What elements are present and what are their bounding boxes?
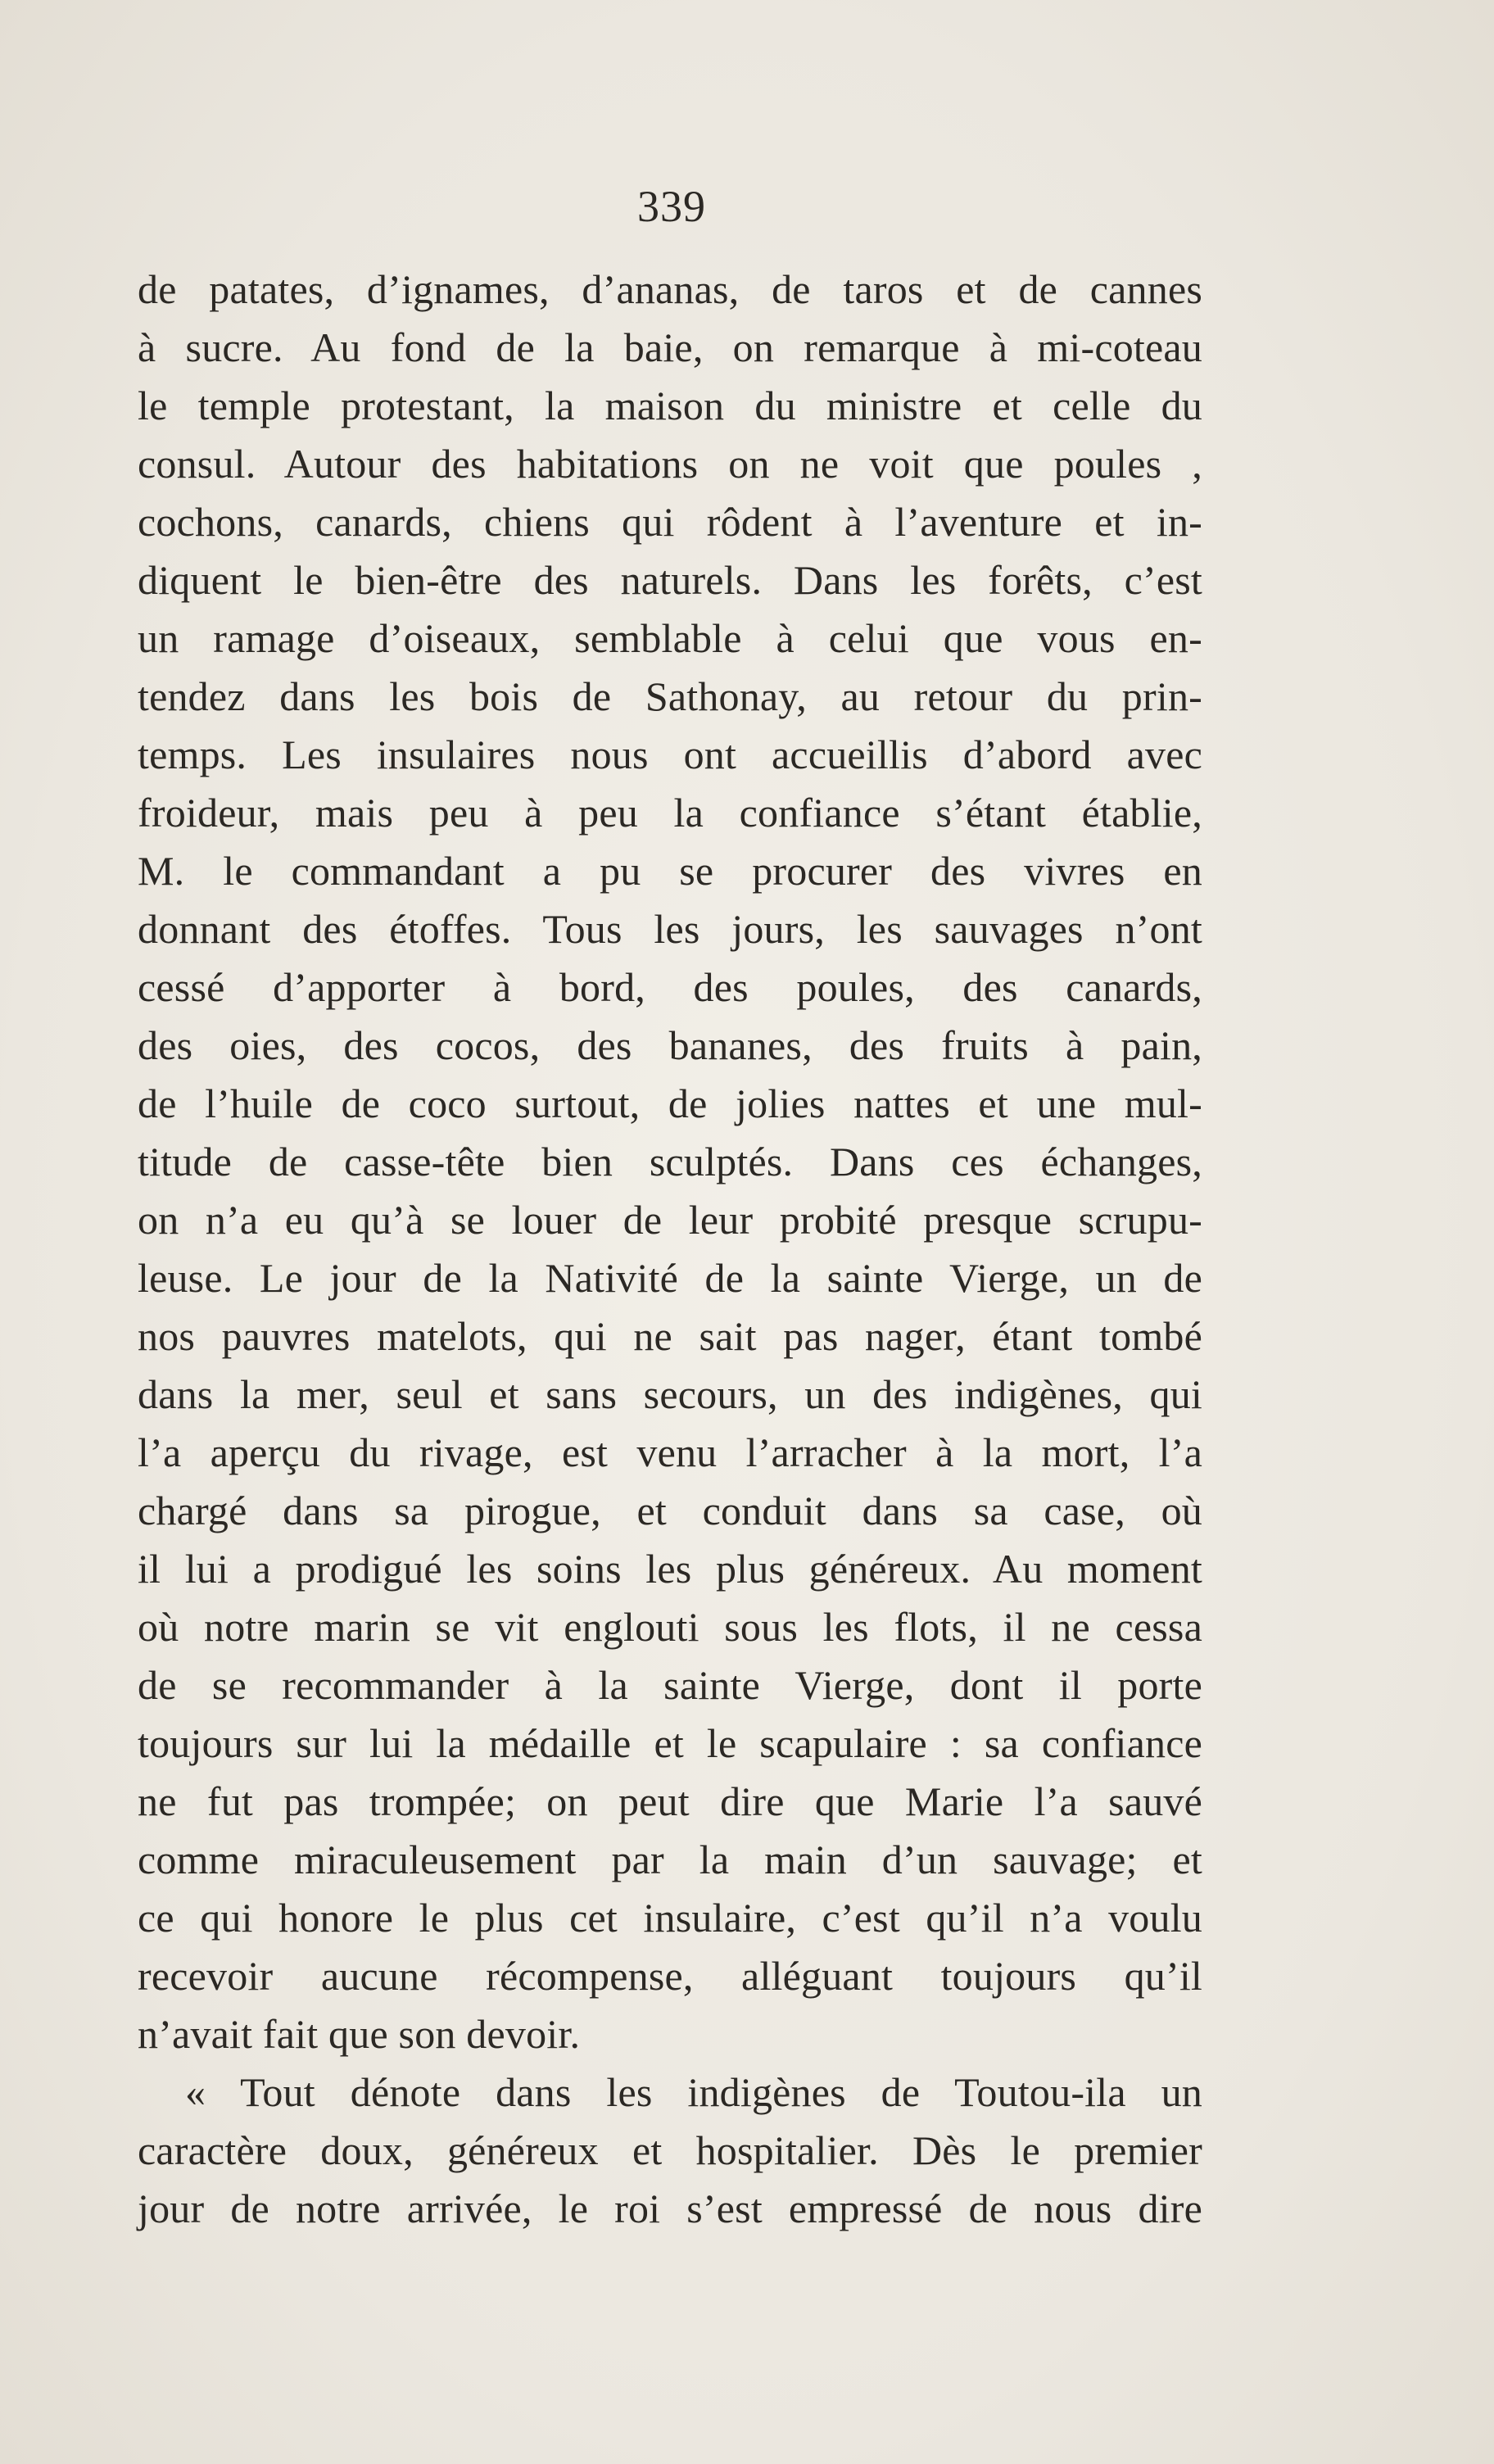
text-line: consul. Autour des habitations on ne voit que poules , xyxy=(138,441,1202,487)
paragraph-start-line: « Tout dénote dans les indigènes de Toutou-ila un xyxy=(185,2069,1202,2115)
text-line: froideur, mais peu à peu la confiance s’étant établie, xyxy=(138,790,1202,836)
text-line: dans la mer, seul et sans secours, un des indigènes, qui xyxy=(138,1371,1202,1417)
text-line: l’a aperçu du rivage, est venu l’arracher à la mort, l’a xyxy=(138,1429,1202,1475)
text-line: recevoir aucune récompense, alléguant toujours qu’il xyxy=(138,1953,1202,1999)
text-line: jour de notre arrivée, le roi s’est empressé de nous dire xyxy=(138,2185,1202,2231)
text-line: M. le commandant a pu se procurer des vivres en xyxy=(138,848,1202,894)
text-line: de se recommander à la sainte Vierge, dont il porte xyxy=(138,1662,1202,1708)
text-line: il lui a prodigué les soins les plus généreux. Au moment xyxy=(138,1546,1202,1592)
text-line: temps. Les insulaires nous ont accueillis d’abord avec xyxy=(138,732,1202,777)
text-line: caractère doux, généreux et hospitalier. Dès le premier xyxy=(138,2127,1202,2173)
text-line: titude de casse-tête bien sculptés. Dans ces échanges, xyxy=(138,1139,1202,1184)
text-line: des oies, des cocos, des bananes, des fruits à pain, xyxy=(138,1022,1202,1068)
text-line: comme miraculeusement par la main d’un sauvage; et xyxy=(138,1837,1202,1882)
text-line: de l’huile de coco surtout, de jolies nattes et une mul- xyxy=(138,1080,1202,1126)
text-line: ne fut pas trompée; on peut dire que Marie l’a sauvé xyxy=(138,1778,1202,1824)
page-number: 339 xyxy=(637,182,706,231)
text-line: diquent le bien-être des naturels. Dans les forêts, c’est xyxy=(138,557,1202,603)
text-line: où notre marin se vit englouti sous les flots, il ne cessa xyxy=(138,1604,1202,1650)
text-line: un ramage d’oiseaux, semblable à celui que vous en- xyxy=(138,615,1202,661)
text-line: le temple protestant, la maison du ministre et celle du xyxy=(138,383,1202,428)
text-line: ce qui honore le plus cet insulaire, c’est qu’il n’a voulu xyxy=(138,1895,1202,1941)
text-line: à sucre. Au fond de la baie, on remarque à mi-coteau xyxy=(138,324,1202,370)
text-line: tendez dans les bois de Sathonay, au retour du prin- xyxy=(138,673,1202,719)
text-line: de patates, d’ignames, d’ananas, de taros et de cannes xyxy=(138,266,1202,312)
paragraph-end-line: n’avait fait que son devoir. xyxy=(138,2011,581,2057)
text-line: chargé dans sa pirogue, et conduit dans sa case, où xyxy=(138,1488,1202,1533)
body-text xyxy=(138,260,1202,2238)
text-line: cochons, canards, chiens qui rôdent à l’aventure et in- xyxy=(138,499,1202,545)
text-line: leuse. Le jour de la Nativité de la sainte Vierge, un de xyxy=(138,1255,1202,1301)
text-line: on n’a eu qu’à se louer de leur probité presque scrupu- xyxy=(138,1197,1202,1243)
text-line: toujours sur lui la médaille et le scapulaire : sa confiance xyxy=(138,1720,1202,1766)
text-line: nos pauvres matelots, qui ne sait pas nager, étant tombé xyxy=(138,1313,1202,1359)
text-line: cessé d’apporter à bord, des poules, des canards, xyxy=(138,964,1202,1010)
text-line: donnant des étoffes. Tous les jours, les sauvages n’ont xyxy=(138,906,1202,952)
